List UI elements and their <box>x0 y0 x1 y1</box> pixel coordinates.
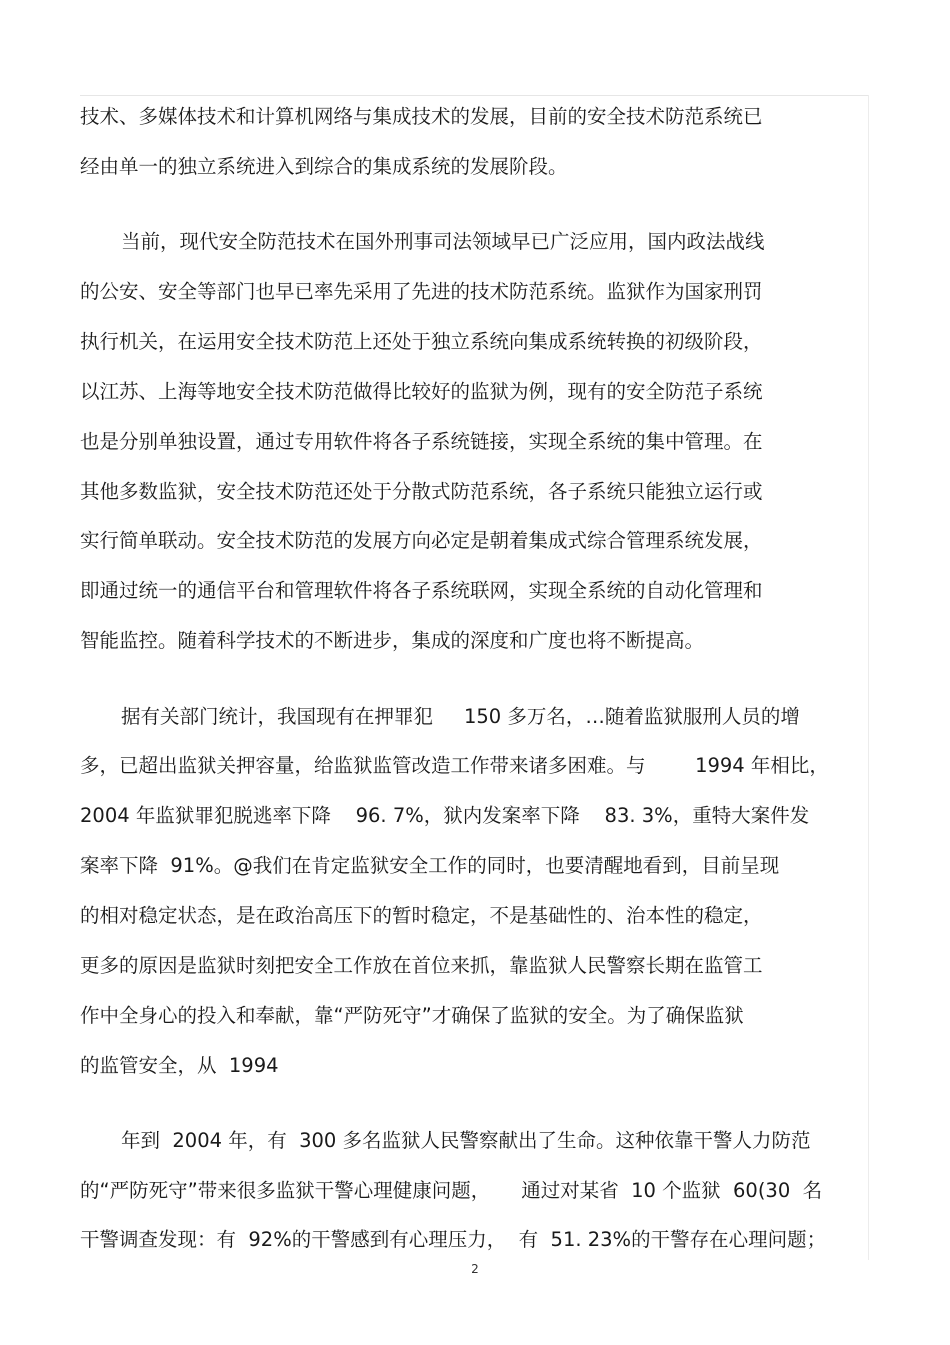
page-top-border <box>80 95 868 96</box>
text-line: 也是分别单独设置，通过专用软件将各子系统链接，实现全系统的集中管理。在 <box>80 430 763 453</box>
text-line: 作中全身心的投入和奉献，靠“严防死守”才确保了监狱的安全。为了确保监狱 <box>80 1004 744 1027</box>
paragraph-first-line: 据有关部门统计，我国现有在押罪犯 150 多万名，…随着监狱服刑人员的增 <box>121 705 800 728</box>
text-line: 案率下降 91%。@我们在肯定监狱安全工作的同时，也要清醒地看到，目前呈现 <box>80 854 780 877</box>
text-line: 即通过统一的通信平台和管理软件将各子系统联网，实现全系统的自动化管理和 <box>80 579 763 602</box>
text-line: 以江苏、上海等地安全技术防范做得比较好的监狱为例，现有的安全防范子系统 <box>80 380 763 403</box>
text-line: 干警调查发现：有 92%的干警感到有心理压力， 有 51. 23%的干警存在心理问题； <box>80 1228 827 1251</box>
text-line: 其他多数监狱，安全技术防范还处于分散式防范系统，各子系统只能独立运行或 <box>80 480 763 503</box>
paragraph-first-line: 当前，现代安全防范技术在国外刑事司法领域早已广泛应用，国内政法战线 <box>121 230 765 253</box>
text-line: 多，已超出监狱关押容量，给监狱监管改造工作带来诸多困难。与 1994 年相比， <box>80 754 829 777</box>
text-line: 更多的原因是监狱时刻把安全工作放在首位来抓，靠监狱人民警察长期在监管工 <box>80 954 763 977</box>
text-line: 的监管安全，从 1994 <box>80 1054 279 1077</box>
text-line: 的“严防死守”带来很多监狱干警心理健康问题， 通过对某省 10 个监狱 60(30 名 <box>80 1179 823 1202</box>
text-line: 技术、多媒体技术和计算机网络与集成技术的发展，目前的安全技术防范系统已 <box>80 105 763 128</box>
text-line: 2004 年监狱罪犯脱逃率下降 96. 7%，狱内发案率下降 83. 3%，重特大案件发 <box>80 804 810 827</box>
text-line: 智能监控。随着科学技术的不断进步，集成的深度和广度也将不断提高。 <box>80 629 705 652</box>
paragraph-first-line: 年到 2004 年，有 300 多名监狱人民警察献出了生命。这种依靠干警人力防范 <box>121 1129 811 1152</box>
text-line: 经由单一的独立系统进入到综合的集成系统的发展阶段。 <box>80 155 568 178</box>
page-number: 2 <box>471 1262 479 1276</box>
text-line: 的相对稳定状态，是在政治高压下的暂时稳定，不是基础性的、治本性的稳定， <box>80 904 763 927</box>
text-line: 实行简单联动。安全技术防范的发展方向必定是朝着集成式综合管理系统发展， <box>80 529 763 552</box>
text-line: 执行机关，在运用安全技术防范上还处于独立系统向集成系统转换的初级阶段， <box>80 330 763 353</box>
text-line: 的公安、安全等部门也早已率先采用了先进的技术防范系统。监狱作为国家刑罚 <box>80 280 763 303</box>
page-right-border <box>868 95 869 1260</box>
